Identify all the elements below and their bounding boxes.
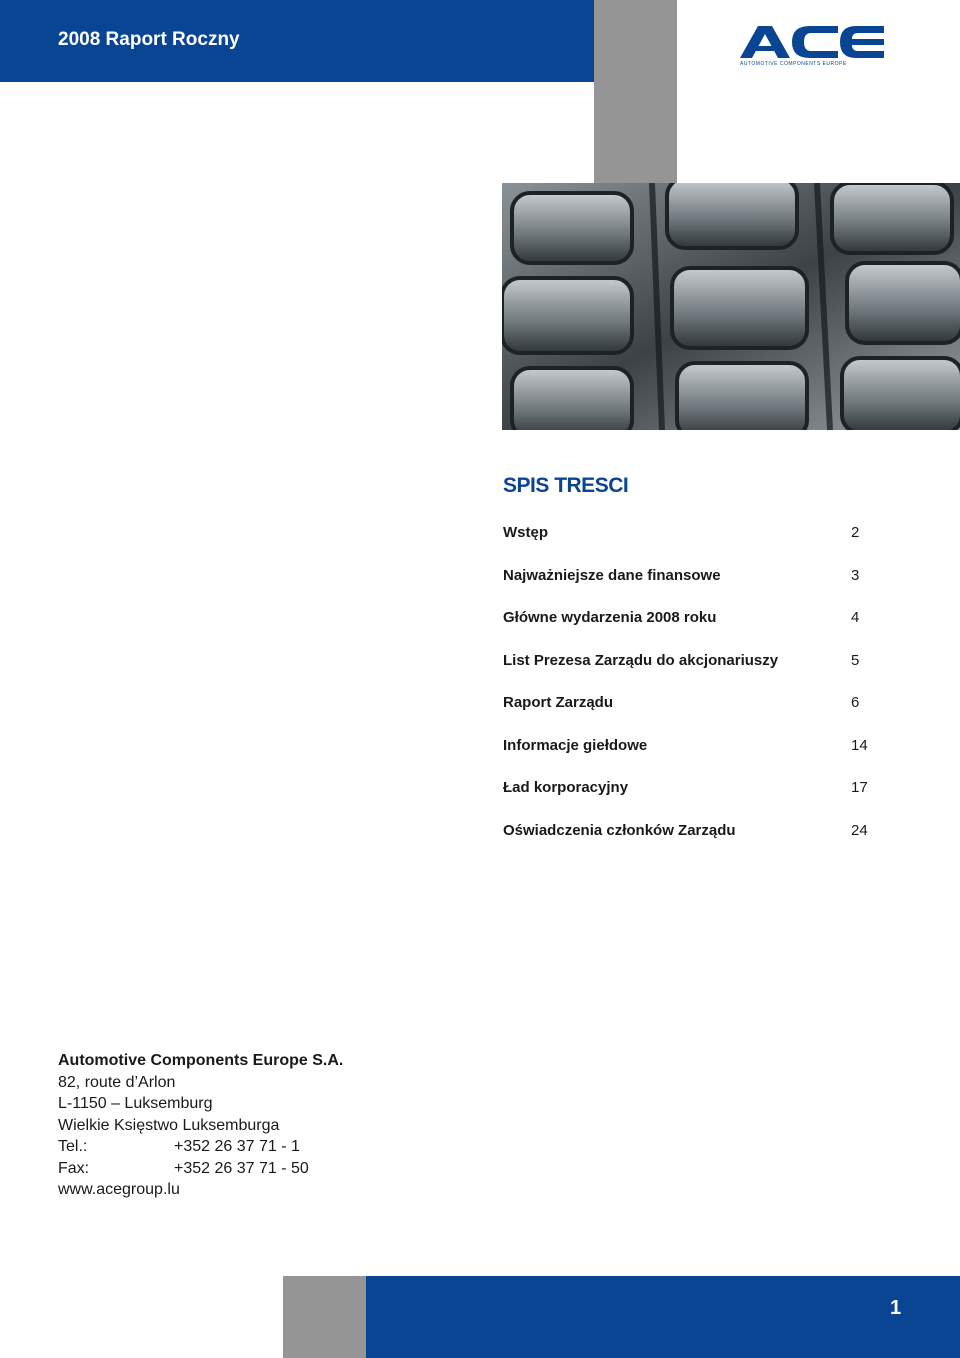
toc-item <box>503 609 873 631</box>
logo-letter-e <box>840 26 884 58</box>
toc-item-page: 4 <box>851 609 860 626</box>
phone-label: Tel.: <box>58 1138 88 1155</box>
toc-item-page: 6 <box>851 694 860 711</box>
fax-row <box>58 1158 343 1180</box>
address-street: 82, route d’Arlon <box>58 1073 176 1091</box>
toc-item-page: 3 <box>851 567 860 584</box>
toc-item-page: 24 <box>851 822 868 839</box>
toc-item-label: List Prezesa Zarządu do akcjonariuszy <box>503 652 779 669</box>
toc-item-page: 17 <box>851 779 868 796</box>
toc-item-label: Najważniejsze dane finansowe <box>503 567 721 584</box>
company-name: Automotive Components Europe S.A. <box>58 1052 344 1069</box>
toc-item-page: 14 <box>851 737 868 754</box>
toc-item-label: Wstęp <box>503 524 548 541</box>
phone-row <box>58 1136 343 1158</box>
toc-heading: SPIS TRESCI <box>503 474 629 497</box>
header-bar <box>0 0 594 82</box>
toc-item <box>503 822 873 844</box>
toc-item-label: Główne wydarzenia 2008 roku <box>503 609 717 626</box>
logo-subtitle: AUTOMOTIVE COMPONENTS EUROPE <box>740 61 847 67</box>
toc-item-page: 5 <box>851 652 860 669</box>
toc-item-label: Informacje giełdowe <box>503 737 648 754</box>
toc-item <box>503 567 873 589</box>
address-city: L-1150 – Luksemburg <box>58 1095 213 1112</box>
logo-letter-a <box>740 26 790 58</box>
toc-item <box>503 694 873 716</box>
website-link[interactable]: www.acegroup.lu <box>58 1181 180 1198</box>
footer-bar <box>366 1276 960 1358</box>
fax-number: +352 26 37 71 - 50 <box>174 1159 309 1177</box>
phone-number: +352 26 37 71 - 1 <box>174 1138 300 1155</box>
logo-letter-a-bar <box>756 46 774 51</box>
address-country: Wielkie Księstwo Luksemburga <box>58 1116 280 1134</box>
toc-item <box>503 737 873 759</box>
toc-item <box>503 524 873 546</box>
toc-item-label: Oświadczenia członków Zarządu <box>503 822 736 839</box>
brake-pads-photo <box>502 183 960 430</box>
toc-item-page: 2 <box>851 524 860 541</box>
toc-item-label: Raport Zarządu <box>503 694 614 711</box>
company-address <box>58 1050 343 1201</box>
page-number: 1 <box>890 1297 902 1319</box>
report-title: 2008 Raport Roczny <box>58 29 240 50</box>
decorative-gray-block-bottom <box>283 1276 366 1358</box>
logo-letter-c <box>792 26 838 58</box>
fax-label: Fax: <box>58 1159 90 1177</box>
decorative-gray-block-top <box>594 0 677 183</box>
toc-item <box>503 779 873 801</box>
toc-item-label: Ład korporacyjny <box>503 779 629 796</box>
brake-pad-row-2 <box>502 263 960 353</box>
toc-item <box>503 652 873 674</box>
brake-pad-row-3 <box>512 358 960 430</box>
